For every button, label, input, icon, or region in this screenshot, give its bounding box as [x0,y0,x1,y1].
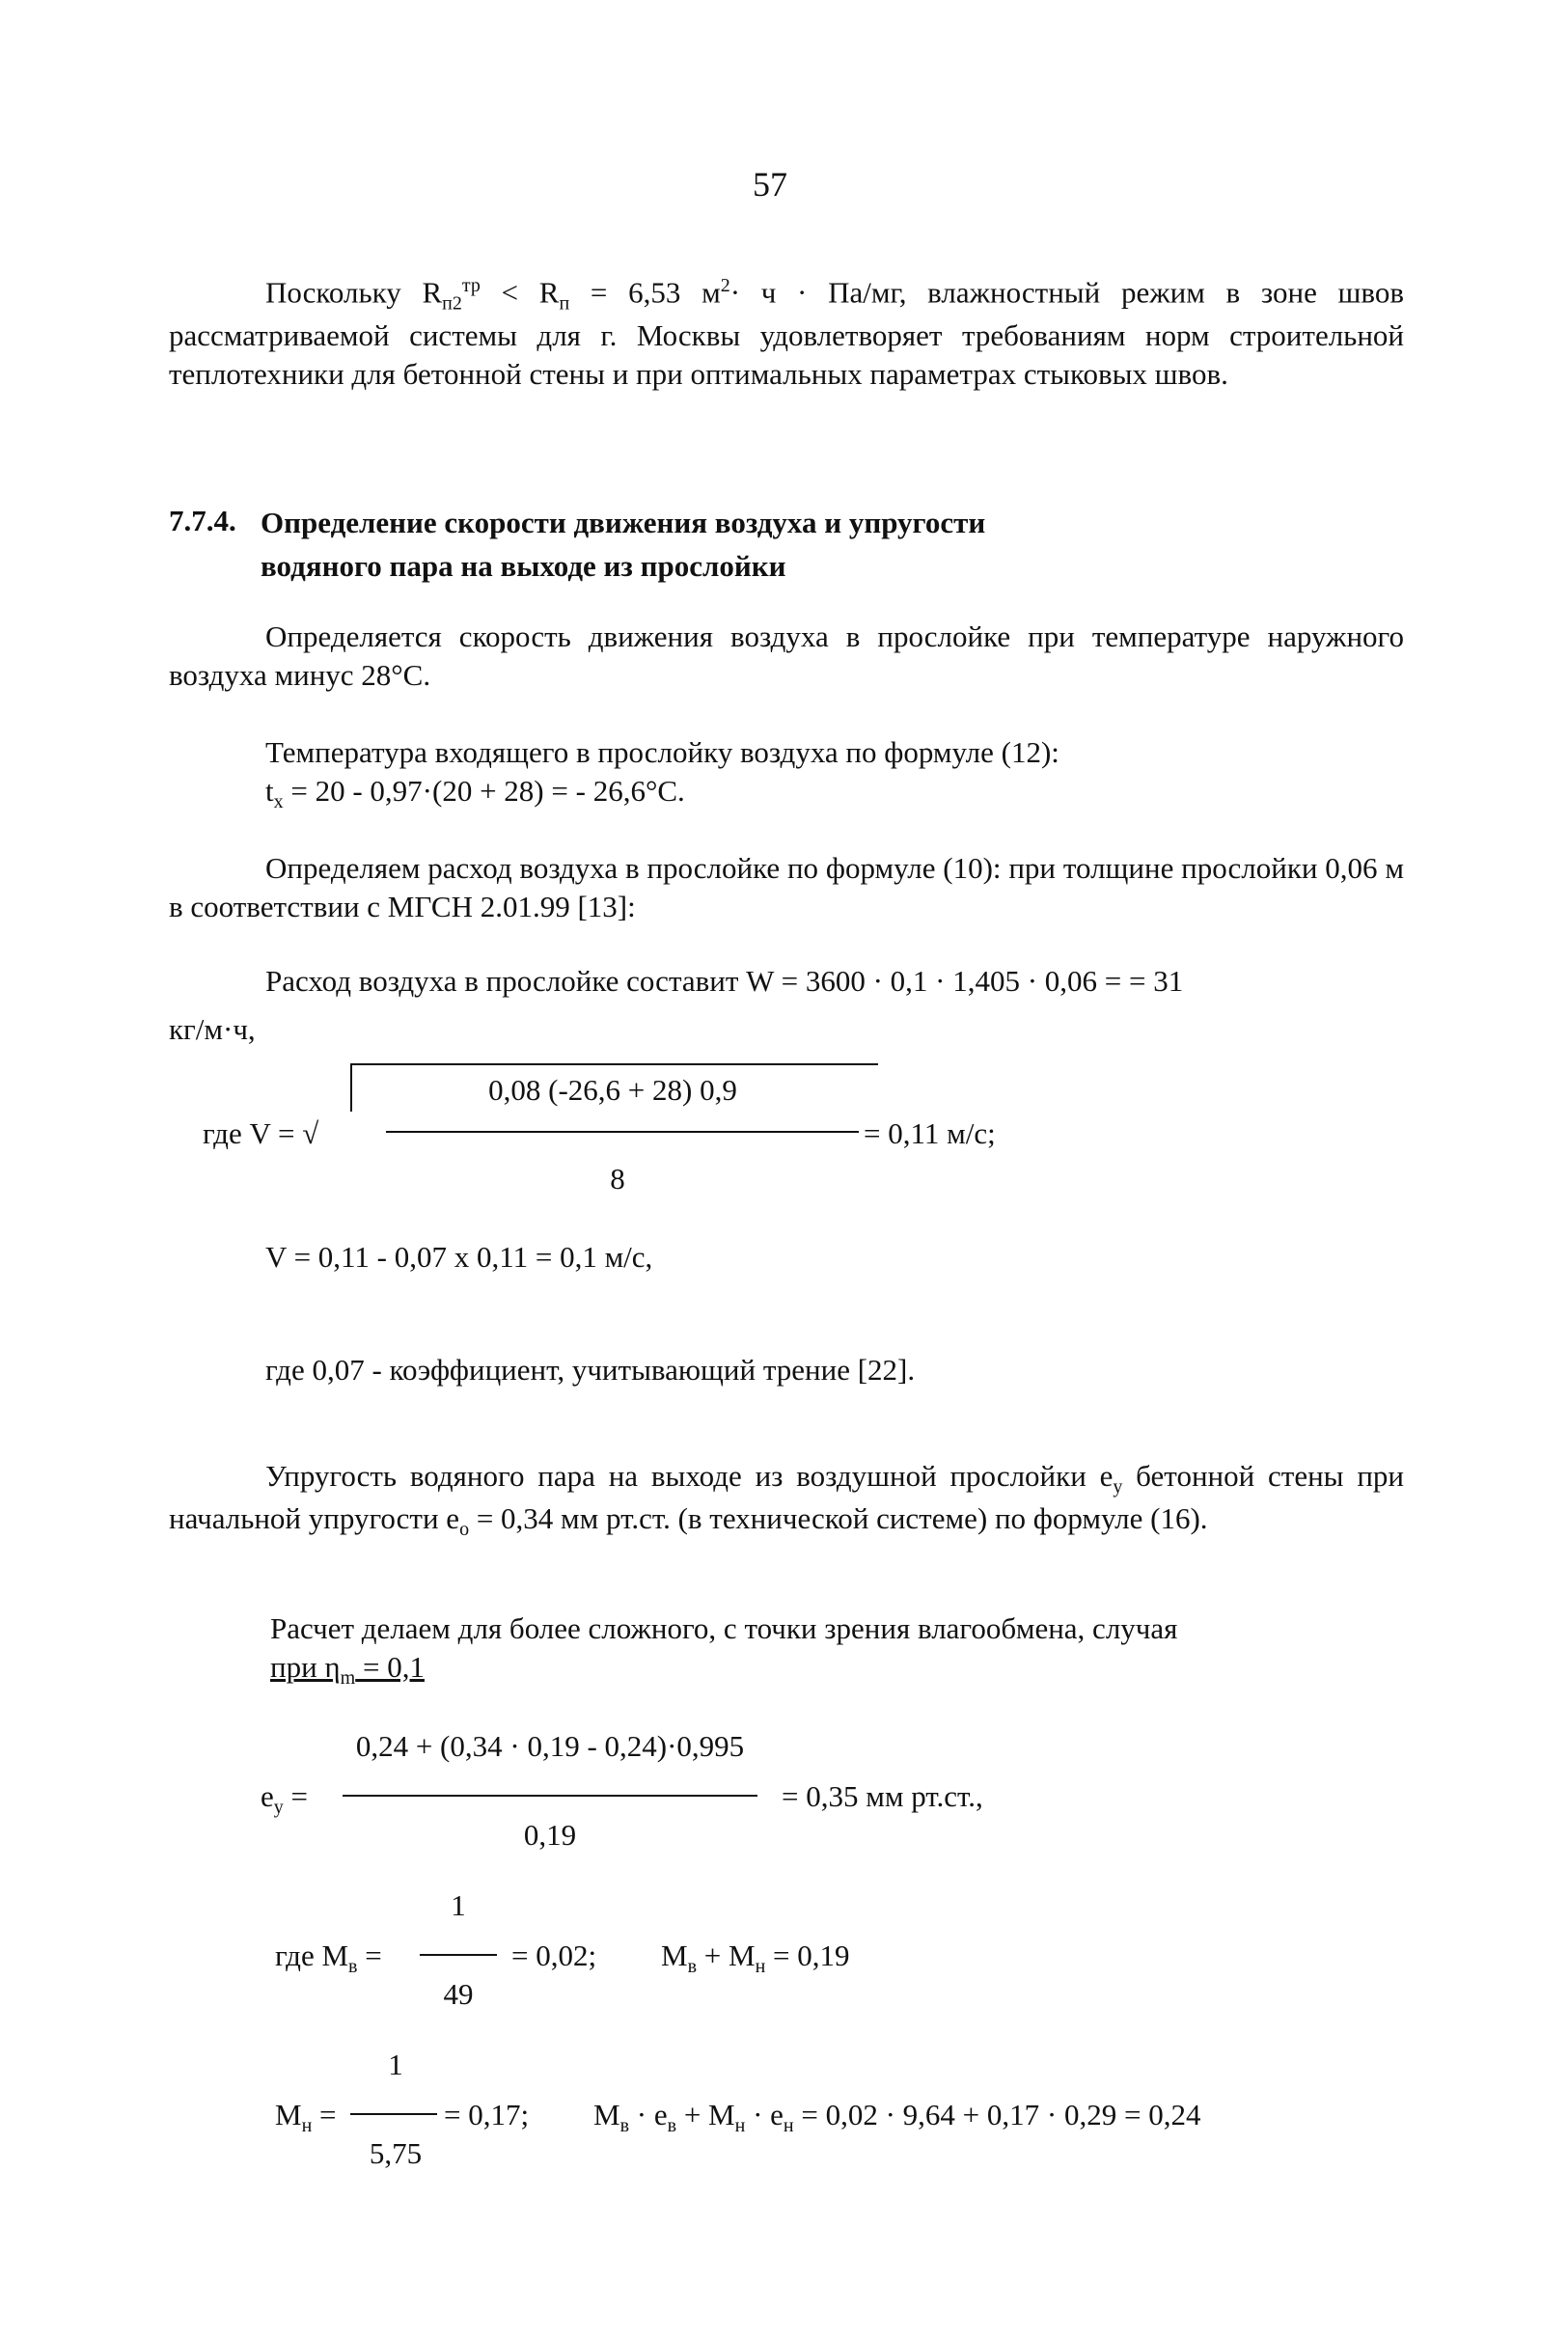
air-flow-units: кг/м·ч, [169,1012,256,1046]
velocity-corrected: V = 0,11 - 0,07 x 0,11 = 0,1 м/с, [265,1240,653,1274]
formula-air-velocity [203,1073,996,1245]
formula-text: M [593,2098,620,2131]
calc-case-line: Расчет делаем для более сложного, с точки зрения влагообмена, случая [270,1611,1178,1645]
formula-text: e [261,1779,274,1813]
page-number: 57 [753,165,787,204]
section-heading [169,502,1370,589]
formula-text: M [275,2098,302,2131]
p6-sub: у [1113,1476,1123,1498]
p1-sub: п2 [442,292,462,315]
p6-text: бетонной стены при начальной упругости e [169,1459,1404,1536]
formula-sub: н [783,2115,794,2137]
air-flow-line: Расход воздуха в прослойке составит W = 3600 · 0,1 · 1,405 · 0,06 = = 31 [265,964,1184,998]
formula-text: = 20 - 0,97·(20 + 28) = - 26,6°С. [283,774,685,809]
heading-line-1: Определение скорости движения воздуха и упругости [261,506,986,539]
p1-sub: п [559,292,570,315]
formula-text: где M [275,1938,349,1972]
condition-text: при η [270,1650,341,1685]
p1-text: Поскольку R [265,275,443,310]
fraction-line [350,2113,437,2115]
mn-numerator: 1 [388,2048,403,2081]
velocity-denominator: 8 [610,1162,625,1196]
p1-text: = 6,53 м [569,275,721,310]
formula-text: + M [697,1938,756,1972]
velocity-result: = 0,11 м/с; [864,1116,996,1150]
paragraph-vapor-pressure [169,1457,1404,1542]
paragraph-air-speed: Определяется скорость движения воздуха в прослойке при температуре наружного воздуха минус 28°С. [169,619,1404,693]
calc-case-condition [270,1648,1409,1691]
p6-text: = 0,34 мм рт.ст. (в технической системе) по формуле (16). [469,1501,1208,1536]
mv-numerator: 1 [451,1888,466,1922]
inlet-temp-formula [265,772,1404,814]
p1-text: < R [480,275,560,310]
mn-lhs [275,2096,337,2138]
friction-coefficient-note: где 0,07 - коэффициент, учитывающий трение [22]. [265,1353,916,1387]
formula-text: · e [745,2098,784,2131]
ey-numerator: 0,24 + (0,34 · 0,19 - 0,24)·0,995 [355,1729,745,1763]
formula-sub: н [734,2115,746,2137]
formula-sub: н [755,1956,766,1978]
inlet-temp-line: Температура входящего в прослойку воздуха по формуле (12): [265,735,1059,769]
formula-text: = [357,1938,382,1972]
heading-line-2: водяного пара на выходе из прослойки [261,548,786,583]
formula-sub: в [348,1956,358,1978]
mn-result: = 0,17; [444,2098,530,2131]
p6-sub: о [459,1519,470,1541]
paragraph-air-flow: Определяем расход воздуха в прослойке по формуле (10): при толщине прослойки 0,06 м в соответствии с МГСН 2.01.99 [13]: [169,851,1404,924]
formula-text: = [283,1779,308,1813]
formula-sub: в [619,2115,630,2137]
formula-text: = 0,19 [765,1938,850,1972]
formula-text: = 0,02 · 9,64 + 0,17 · 0,29 = 0,24 [793,2098,1201,2131]
formula-mn [275,2046,1433,2181]
formula-sub: н [301,2115,313,2137]
p1-sup: 2 [720,275,730,296]
formula-sub: x [273,791,284,813]
formula-mv [275,1886,1240,2021]
velocity-numerator: 0,08 (-26,6 + 28) 0,9 [488,1073,737,1107]
formula-sub: у [273,1797,284,1819]
paragraph-inlet-temp [265,733,1404,814]
p1-text: · ч · Па/мг, влажностный режим в зоне швов рассматриваемой системы для г. Москвы удовлетворяет требованиям норм строительной теплотехники для бетонной стены и при оптимальных параметрах стыковых швов. [169,275,1404,391]
fraction-line [343,1795,757,1797]
mv-lhs [275,1937,382,1979]
p6-text: Упругость водяного пара на выходе из воздушной прослойки e [265,1459,1114,1493]
mn-product-sum [593,2096,1200,2138]
fraction-line [420,1954,497,1956]
ey-result: = 0,35 мм рт.ст., [782,1779,983,1813]
section-number: 7.7.4. [169,504,236,537]
sqrt-overbar [352,1063,878,1065]
formula-text: · e [629,2098,668,2131]
formula-sub: в [667,2115,677,2137]
mn-denominator: 5,75 [369,2136,423,2170]
paragraph-humidity-regime [169,273,1404,394]
ey-lhs [261,1777,308,1820]
paragraph-calc-case [270,1609,1409,1691]
mv-result: = 0,02; [511,1938,597,1972]
p1-sup: тр [461,275,481,296]
condition-text: = 0,1 [355,1650,425,1685]
formula-text: M [661,1938,688,1972]
formula-text: = [312,2098,337,2131]
sqrt-stem [350,1063,352,1112]
formula-text: t [265,774,274,809]
formula-vapor-outlet [261,1727,1129,1862]
ey-denominator: 0,19 [523,1818,577,1852]
fraction-line [386,1131,859,1133]
velocity-prefix: где V = √ [203,1116,319,1150]
mv-sum [661,1937,850,1979]
formula-sub: в [687,1956,698,1978]
formula-text: + M [676,2098,735,2131]
mv-denominator: 49 [443,1977,474,2011]
condition-sub: m [340,1667,356,1690]
